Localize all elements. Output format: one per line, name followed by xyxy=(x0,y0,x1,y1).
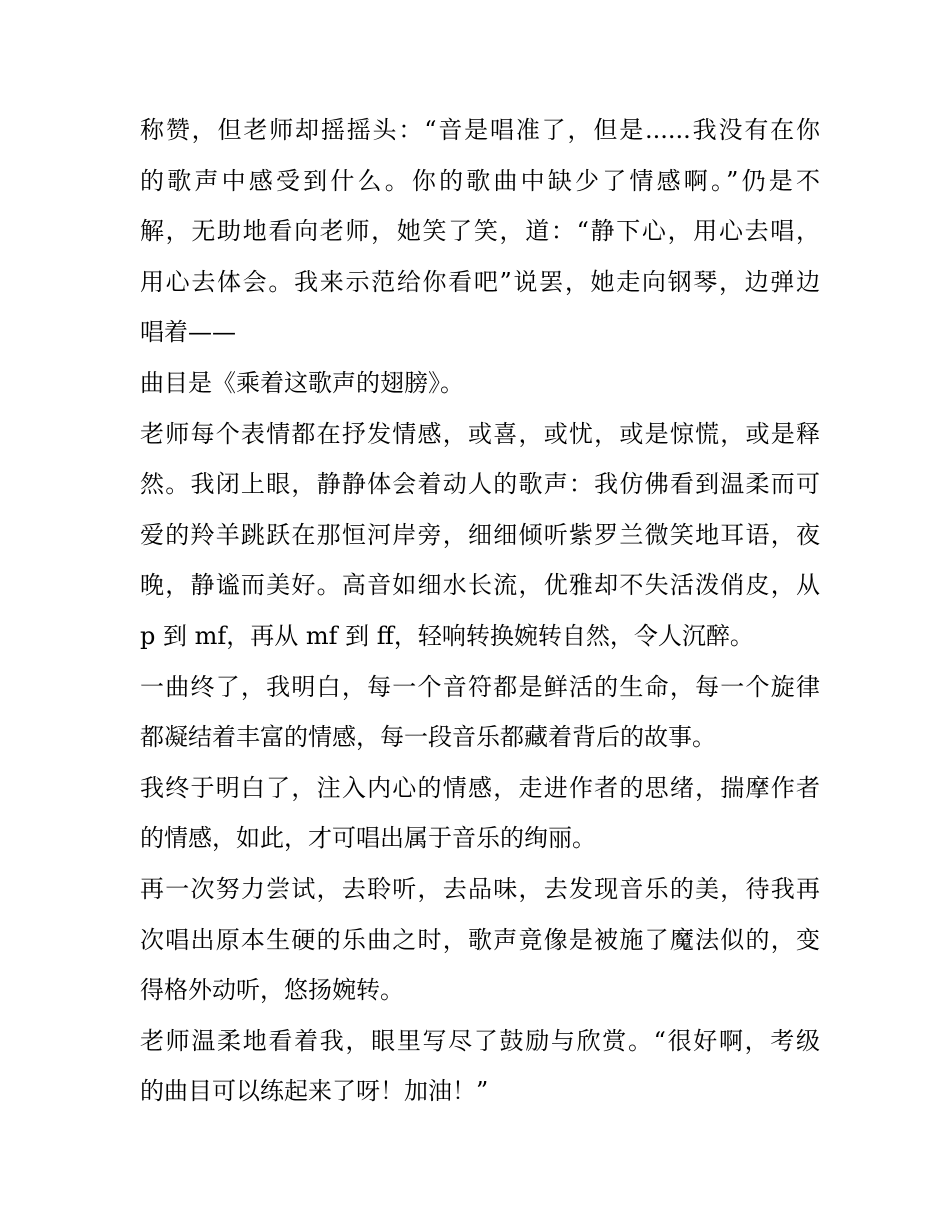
text-line: 用心去体会。我来示范给你看吧”说罢，她走向钢琴，边弹边 xyxy=(140,267,820,296)
text-line: 曲目是《乘着这歌声的翅膀》。 xyxy=(140,368,464,397)
text-line: 晚，静谧而美好。高音如细水长流，优雅却不失活泼俏皮，从 xyxy=(140,571,820,600)
text-line: 一曲终了，我明白，每一个音符都是鲜活的生命，每一个旋律 xyxy=(140,672,820,701)
text-line: 唱着—— xyxy=(140,318,236,347)
text-line: 老师每个表情都在抒发情感，或喜，或忧，或是惊慌，或是释 xyxy=(140,419,820,448)
text-line: 的歌声中感受到什么。你的歌曲中缺少了情感啊。”仍是不 xyxy=(140,166,820,195)
text-line: 再一次努力尝试，去聆听，去品味，去发现音乐的美，待我再 xyxy=(140,874,820,903)
text-line: 的情感，如此，才可唱出属于音乐的绚丽。 xyxy=(140,824,596,853)
text-line: 然。我闭上眼，静静体会着动人的歌声：我仿佛看到温柔而可 xyxy=(140,470,820,499)
text-line: 称赞，但老师却摇摇头：“音是唱准了，但是......我没有在你 xyxy=(140,116,820,144)
text-line: 得格外动听，悠扬婉转。 xyxy=(140,976,404,1005)
text-line: 的曲目可以练起来了呀！加油！” xyxy=(140,1077,489,1106)
text-line: 都凝结着丰富的情感，每一段音乐都藏着背后的故事。 xyxy=(140,723,716,752)
text-line: 解，无助地看向老师，她笑了笑，道：“静下心，用心去唱， xyxy=(140,217,820,246)
body-text xyxy=(140,108,820,1120)
text-line: 次唱出原本生硬的乐曲之时，歌声竟像是被施了魔法似的，变 xyxy=(140,925,820,954)
text-line: 爱的羚羊跳跃在那恒河岸旁，细细倾听紫罗兰微笑地耳语，夜 xyxy=(140,520,820,549)
text-line: 老师温柔地看着我，眼里写尽了鼓励与欣赏。“很好啊，考级 xyxy=(140,1026,820,1055)
text-line: p 到 mf，再从 mf 到 ff，轻响转换婉转自然，令人沉醉。 xyxy=(140,621,754,650)
text-line: 我终于明白了，注入内心的情感，走进作者的思绪，揣摩作者 xyxy=(140,773,820,802)
